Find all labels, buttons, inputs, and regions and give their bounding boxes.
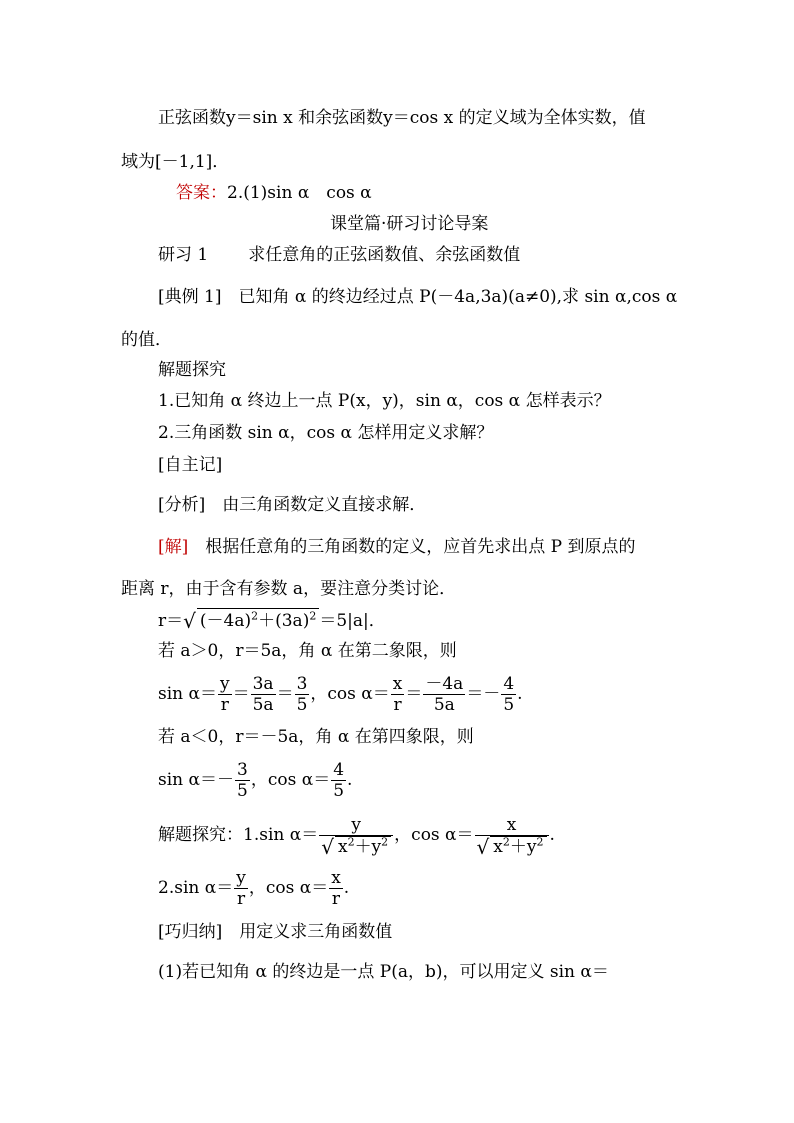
self-note: [自主记]	[158, 455, 223, 475]
sqrt-icon: √	[321, 834, 334, 859]
r-equation	[158, 608, 386, 633]
intro-line-2: 域为[－1,1]．	[121, 152, 230, 172]
fraction-y-over-sqrt: $\frac{y}{√ x^2+y^2}$	[319, 815, 393, 857]
sqrt-icon: √	[183, 609, 196, 633]
fraction-y-over-r: $\frac{y}{r}$	[236, 868, 246, 909]
answer-text: 2.(1)sin α cos α	[227, 183, 372, 203]
answer-line	[176, 181, 372, 205]
study1-title: 求任意角的正弦函数值、余弦函数值	[248, 245, 521, 265]
summary-title: 用定义求三角函数值	[239, 922, 393, 942]
summary-heading	[158, 920, 392, 944]
case2-equation: sin α＝－ $\frac{3}{5}$ ，cos α＝ $\frac{4}{5}$ .	[158, 760, 353, 801]
fraction-3a-over-5a: $\frac{3a}{5a}$	[252, 674, 274, 715]
intro-line-1: 正弦函数y＝sin x 和余弦函数y＝cos x 的定义域为全体实数，值	[158, 108, 646, 128]
analysis-label: [分析]	[158, 495, 206, 515]
summary-item-1: (1)若已知角 α 的终边是一点 P(a，b)，可以用定义 sin α＝	[158, 962, 609, 982]
explore-q1: 1.已知角 α 终边上一点 P(x，y)，sin α，cos α 怎样表示？	[158, 391, 611, 411]
r-lhs: r＝	[158, 611, 184, 631]
fraction-3-over-5: $\frac{3}{5}$	[296, 674, 308, 715]
fraction-x-over-sqrt: $\frac{x}{√ x^2+y^2}$	[475, 815, 549, 857]
case2-line: 若 a＜0，r＝－5a，角 α 在第四象限，则	[158, 727, 474, 747]
fraction-x-over-r: $\frac{x}{r}$	[392, 674, 403, 715]
example1-line-1	[158, 285, 677, 309]
fraction-x-over-r: $\frac{x}{r}$	[331, 868, 341, 909]
solution-line-1	[158, 535, 636, 559]
r-radicand: $(-4a)^2+(3a)^2$	[197, 608, 319, 633]
example1-text: 已知角 α 的终边经过点 P(－4a,3a)(a≠0),求 sin α,cos α	[238, 287, 678, 307]
answer-label: 答案：	[176, 183, 227, 203]
fraction-3-over-5: $\frac{3}{5}$	[237, 760, 248, 801]
study1-heading	[158, 243, 520, 267]
fraction-4-over-5: $\frac{4}{5}$	[503, 674, 515, 715]
example1-line-2: 的值．	[121, 330, 172, 350]
section-title: 课堂篇·研习讨论导案	[330, 214, 489, 234]
fraction-y-over-r: $\frac{y}{r}$	[220, 674, 230, 715]
explore-heading: 解题探究	[158, 360, 226, 380]
solution-line-2: 距离 r，由于含有参数 a，要注意分类讨论．	[121, 579, 457, 599]
fraction-4-over-5: $\frac{4}{5}$	[333, 760, 345, 801]
r-rhs: ＝5|a|．	[319, 611, 386, 631]
summary-label: [巧归纳]	[158, 922, 223, 942]
example1-label: [典例 1]	[158, 287, 222, 307]
analysis-line	[158, 493, 426, 517]
sqrt-icon: √	[476, 834, 490, 859]
explore-answer-2: 2.sin α＝ $\frac{y}{r}$ ，cos α＝ $\frac{x}{r}$ .	[158, 868, 350, 909]
analysis-text: 由三角函数定义直接求解．	[222, 495, 427, 515]
study1-label: 研习 1	[158, 245, 209, 265]
fraction-neg4a-over-5a: $\frac{-4a}{5a}$	[425, 674, 464, 715]
solution-label: [解]	[158, 537, 189, 557]
case1-line: 若 a＞0，r＝5a，角 α 在第二象限，则	[158, 641, 457, 661]
explore-answer-1: 解题探究：1.sin α＝ $\frac{y}{√ x^2+y^2}$ ，cos α＝ $\frac{x}{√ x^2+y^2}$ .	[158, 814, 555, 859]
explore-q2: 2.三角函数 sin α，cos α 怎样用定义求解？	[158, 423, 494, 443]
case1-equation: sin α＝ $\frac{y}{r}$ ＝ $\frac{3a}{5a}$ ＝ $\frac{3}{5}$ ，cos α＝ $\frac{x}{r}$ ＝ $\frac{-4a}{5a}$ ＝－ $\frac{4}{5}$ .	[158, 674, 523, 715]
solution-text: 根据任意角的三角函数的定义，应首先求出点 P 到原点的	[205, 537, 636, 557]
